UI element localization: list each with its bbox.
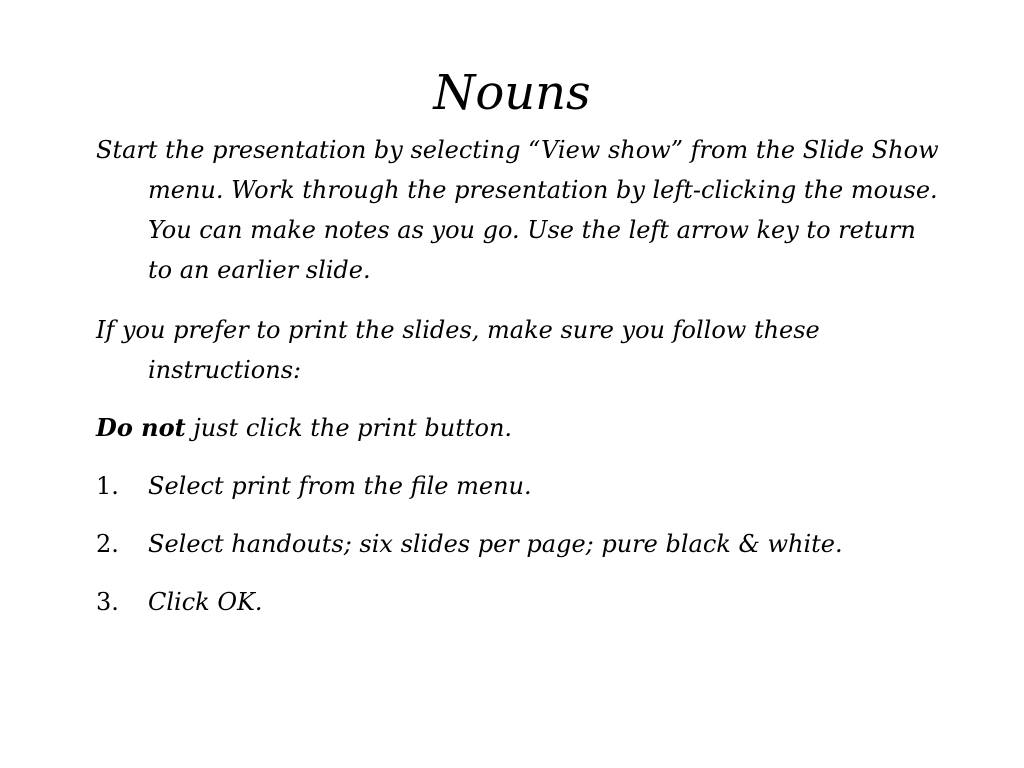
step-text: Select print from the file menu. (148, 472, 532, 500)
slide-title: Nouns (433, 65, 591, 121)
step-text: Select handouts; six slides per page; pure black & white. (148, 530, 843, 558)
step-item (96, 582, 946, 622)
warning-line (96, 408, 946, 448)
slide-body (96, 130, 946, 640)
warning-text: just click the print button. (185, 414, 513, 442)
warning-emphasis: Do not (96, 413, 186, 442)
instructions-paragraph: Start the presentation by selecting “View show” from the Slide Show menu. Work through the presentation by left-clicking the mouse. You can make notes as you go. Use the left arrow key to return to an earlier slide. (96, 136, 939, 284)
step-item (96, 524, 946, 564)
step-number: 3. (96, 588, 119, 616)
step-number: 2. (96, 530, 119, 558)
step-item (96, 466, 946, 506)
step-number: 1. (96, 472, 119, 500)
step-text: Click OK. (148, 588, 263, 616)
print-paragraph: If you prefer to print the slides, make sure you follow these instructions: (96, 316, 820, 384)
